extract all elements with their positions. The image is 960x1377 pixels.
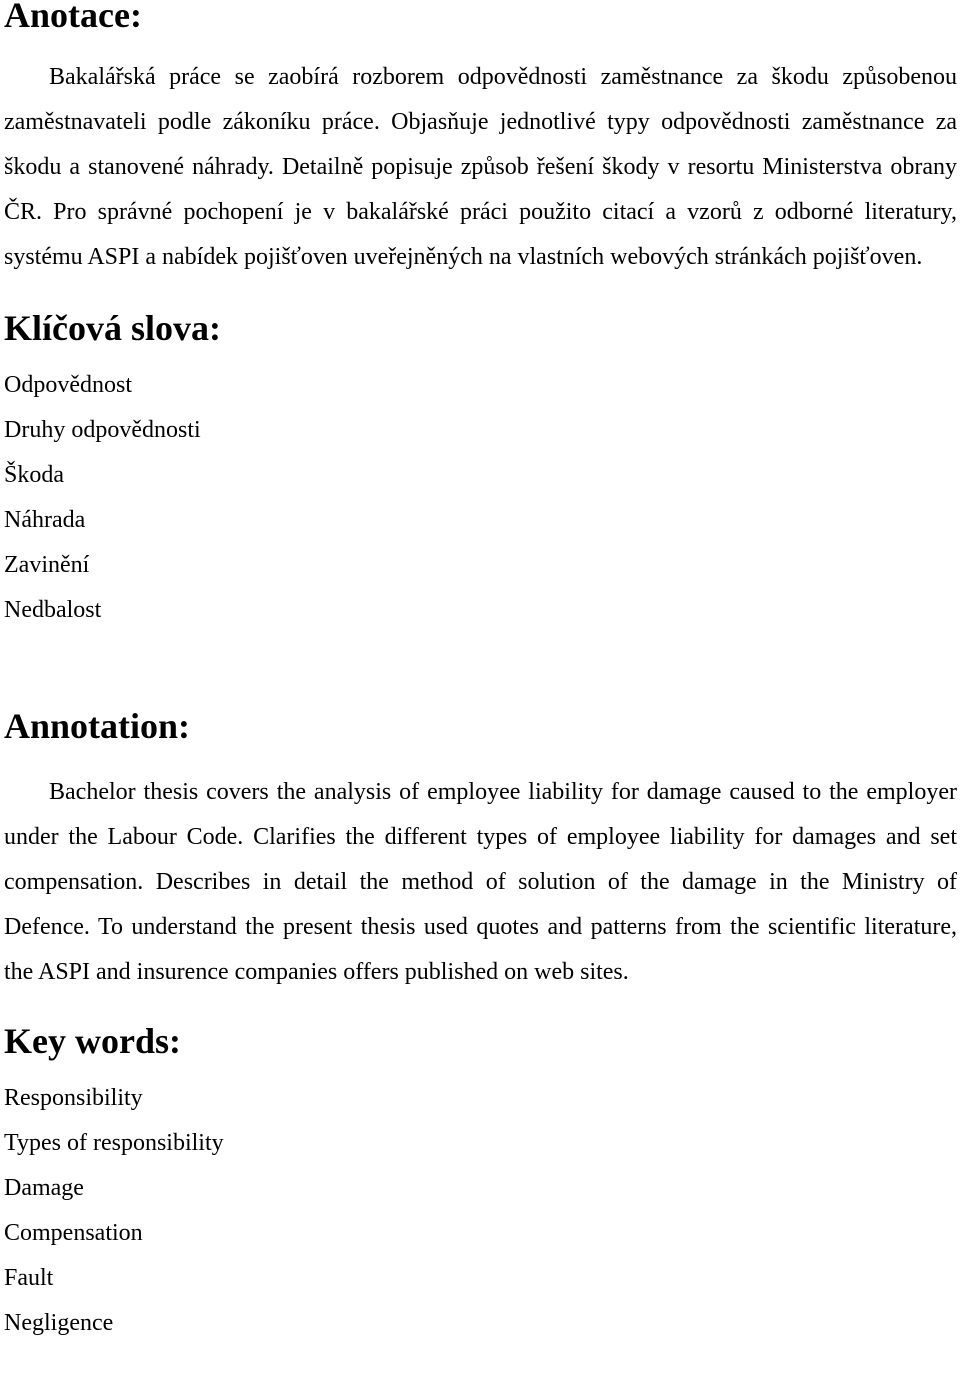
keyword-item: Nedbalost: [4, 597, 102, 623]
keyword-item: Compensation: [4, 1220, 143, 1246]
annotation-paragraph-cz: Bakalářská práce se zaobírá rozborem odpovědnosti zaměstnance za škodu způsobenou zaměstnavateli podle zákoníku práce. Objasňuje jednotlivé typy odpovědnosti zaměstnance za škodu a stanovené náhrady. Detailně popisuje způsob řešení škody v resortu Ministerstva obrany ČR. Pro správné pochopení je v bakalářské práci použito citací a vzorů z odborné literatury, systému ASPI a nabídek pojišťoven uveřejněných na vlastních webových stránkách pojišťoven.: [4, 64, 957, 270]
keyword-item: Náhrada: [4, 507, 86, 533]
annotation-heading-cz: Anotace:: [4, 0, 142, 35]
keyword-item: Responsibility: [4, 1085, 143, 1111]
annotation-heading-en: Annotation:: [4, 706, 191, 746]
keyword-item: Fault: [4, 1265, 54, 1291]
keyword-item: Zavinění: [4, 552, 90, 578]
keywords-list-cz: [4, 363, 957, 633]
keyword-item: Druhy odpovědnosti: [4, 417, 201, 443]
keywords-heading-en: Key words:: [4, 1021, 181, 1061]
keyword-item: Odpovědnost: [4, 372, 132, 398]
keyword-item: Types of responsibility: [4, 1130, 224, 1156]
keyword-item: Negligence: [4, 1310, 114, 1336]
keywords-heading-cz: Klíčová slova:: [4, 308, 221, 348]
keyword-item: Damage: [4, 1175, 84, 1201]
annotation-paragraph-en: Bachelor thesis covers the analysis of employee liability for damage caused to the employer under the Labour Code. Clarifies the different types of employee liability for damages and set compensation. Describes in detail the method of solution of the damage in the Ministry of Defence. To understand the present thesis used quotes and patterns from the scientific literature, the ASPI and insurence companies offers published on web sites.: [4, 779, 957, 985]
keywords-list-en: [4, 1076, 957, 1346]
keyword-item: Škoda: [4, 462, 64, 488]
